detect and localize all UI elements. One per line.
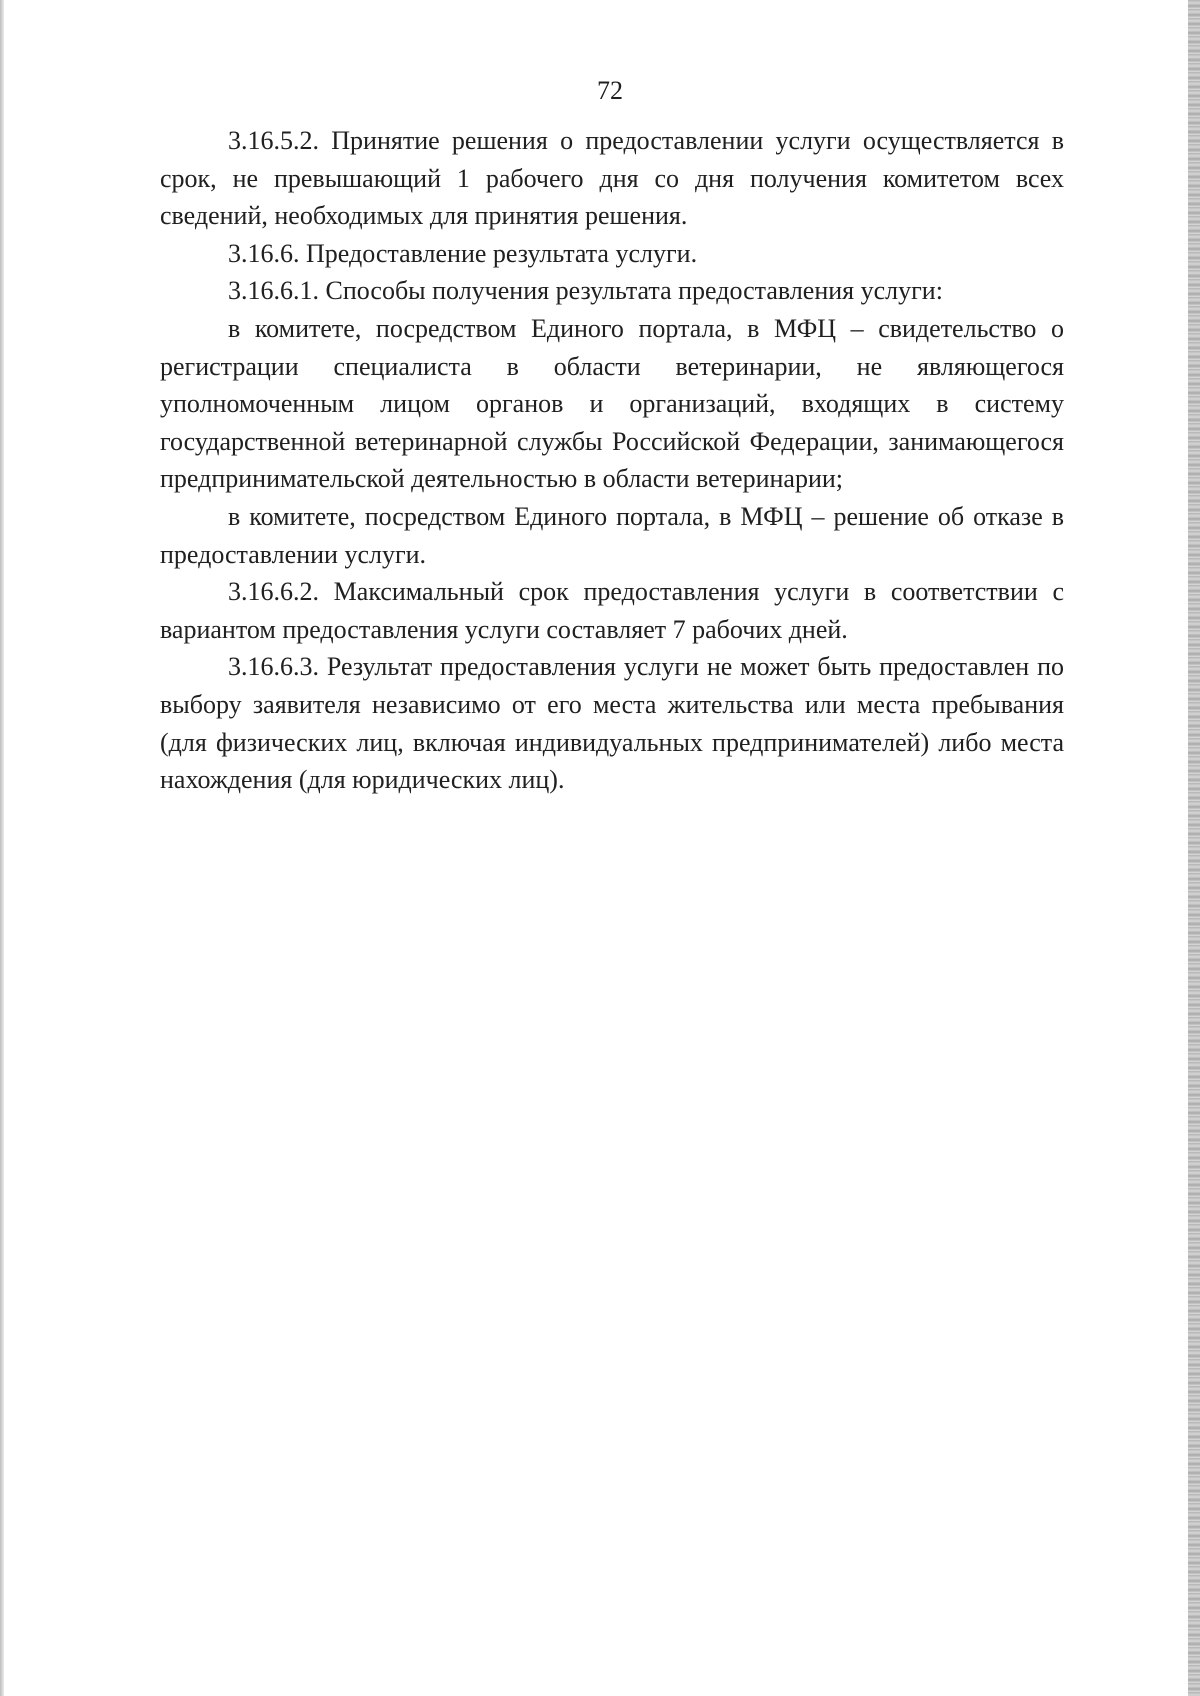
scan-edge-right (1188, 0, 1200, 1696)
scan-edge-left (0, 0, 4, 1696)
paragraph-3-16-6-2: 3.16.6.2. Максимальный срок предоставления услуги в соответствии с вариантом предоставления услуги составляет 7 рабочих дней. (160, 577, 1064, 644)
paragraph-result-certificate: в комитете, посредством Единого портала, в МФЦ – свидетельство о регистрации специалиста в области ветеринарии, не являющегося уполномоченным лицом органов и организаций, входящих в систему государственной ветеринарной службы Российской Федерации, занимающегося предпринимательской деятельностью в области ветеринарии; (160, 313, 1064, 494)
paragraph-result-refusal: в комитете, посредством Единого портала, в МФЦ – решение об отказе в предоставлении услуги. (160, 501, 1064, 569)
paragraph-3-16-6-3: 3.16.6.3. Результат предоставления услуги не может быть предоставлен по выбору заявителя независимо от его места жительства или места пребывания (для физических лиц, включая индивидуальных предпринимателей) либо места нахождения (для юридических лиц). (160, 652, 1064, 795)
paragraph-3-16-6-1: 3.16.6.1. Способы получения результата предоставления услуги: (228, 276, 943, 306)
paragraph-3-16-5-2: 3.16.5.2. Принятие решения о предоставлении услуги осуществляется в срок, не превышающий 1 рабочего дня со дня получения комитетом всех сведений, необходимых для принятия решения. (160, 126, 1064, 231)
page-number: 72 (597, 76, 623, 105)
document-body (160, 122, 1064, 799)
paragraph-3-16-6: 3.16.6. Предоставление результата услуги. (228, 238, 698, 268)
